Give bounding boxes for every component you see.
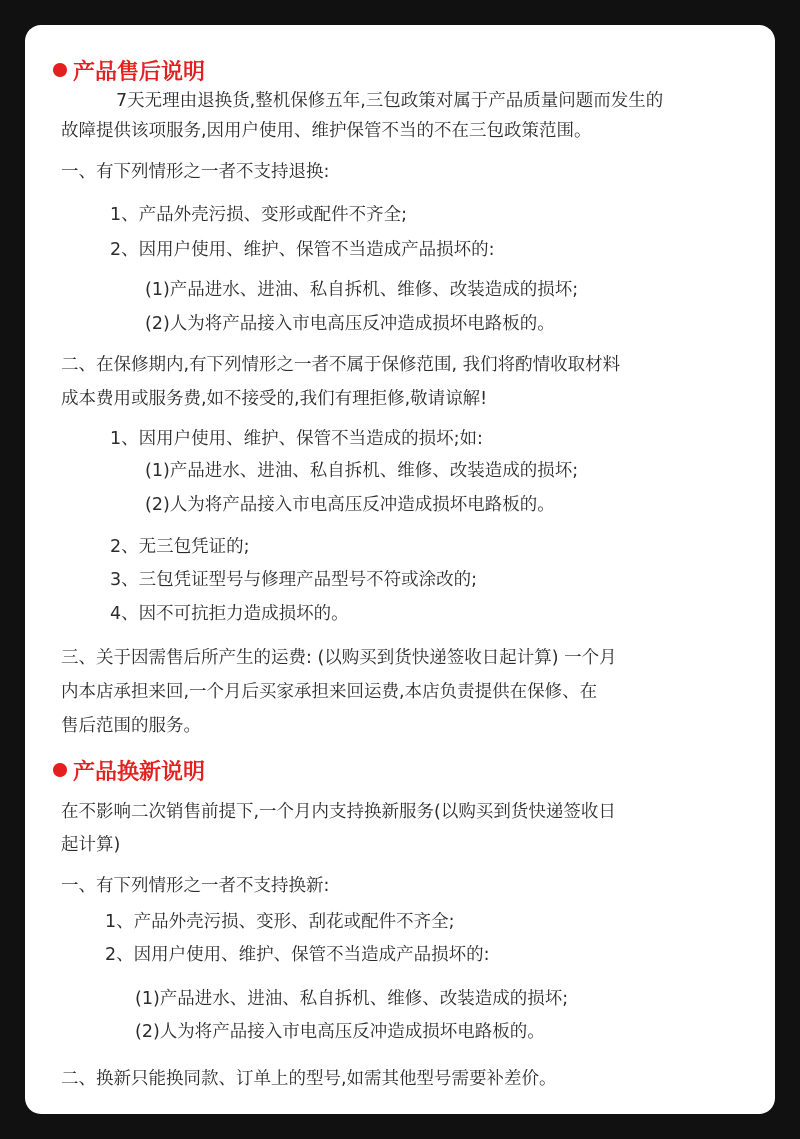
warranty-item-3: 3、三包凭证型号与修理产品型号不符或涂改的; <box>110 570 478 590</box>
warranty-heading-line-1: 二、在保修期内,有下列情形之一者不属于保修范围, 我们将酌情收取材料 <box>61 355 621 375</box>
no-return-sub-1: (1)产品进水、进油、私自拆机、维修、改装造成的损坏; <box>145 280 579 300</box>
warranty-item-4: 4、因不可抗拒力造成损坏的。 <box>110 604 349 624</box>
red-bullet-icon <box>53 763 67 777</box>
warranty-heading-line-2: 成本费用或服务费,如不接受的,我们有理拒修,敬请谅解! <box>61 389 488 409</box>
exchange-title <box>53 753 205 787</box>
exchange-model-note: 二、换新只能换同款、订单上的型号,如需其他型号需要补差价。 <box>61 1069 557 1089</box>
after-sales-intro-line-2: 故障提供该项服务,因用户使用、维护保管不当的不在三包政策范围。 <box>61 121 592 141</box>
policy-card <box>25 25 775 1114</box>
shipping-line-2: 内本店承担来回,一个月后买家承担来回运费,本店负责提供在保修、在 <box>61 682 598 702</box>
no-return-heading: 一、有下列情形之一者不支持退换: <box>61 162 330 182</box>
warranty-sub-1: (1)产品进水、进油、私自拆机、维修、改装造成的损坏; <box>145 461 579 481</box>
after-sales-intro-line-1: 7天无理由退换货,整机保修五年,三包政策对属于产品质量问题而发生的 <box>116 91 664 111</box>
red-bullet-icon <box>53 63 67 77</box>
no-return-item-1: 1、产品外壳污损、变形或配件不齐全; <box>110 205 408 225</box>
exchange-intro-line-2: 起计算) <box>61 835 121 855</box>
exchange-title-text: 产品换新说明 <box>73 759 206 785</box>
no-exchange-sub-2: (2)人为将产品接入市电高压反冲造成损坏电路板的。 <box>135 1022 545 1042</box>
no-return-item-2: 2、因用户使用、维护、保管不当造成产品损坏的: <box>110 240 495 260</box>
warranty-item-1: 1、因用户使用、维护、保管不当造成的损坏;如: <box>110 429 483 449</box>
no-return-sub-2: (2)人为将产品接入市电高压反冲造成损坏电路板的。 <box>145 314 555 334</box>
after-sales-title <box>53 53 205 87</box>
exchange-intro-line-1: 在不影响二次销售前提下,一个月内支持换新服务(以购买到货快递签收日 <box>61 802 616 822</box>
shipping-line-1: 三、关于因需售后所产生的运费: (以购买到货快递签收日起计算) 一个月 <box>61 648 617 668</box>
warranty-sub-2: (2)人为将产品接入市电高压反冲造成损坏电路板的。 <box>145 495 555 515</box>
no-exchange-item-2: 2、因用户使用、维护、保管不当造成产品损坏的: <box>105 945 490 965</box>
warranty-item-2: 2、无三包凭证的; <box>110 537 250 557</box>
after-sales-title-text: 产品售后说明 <box>73 59 206 85</box>
no-exchange-item-1: 1、产品外壳污损、变形、刮花或配件不齐全; <box>105 912 455 932</box>
no-exchange-heading: 一、有下列情形之一者不支持换新: <box>61 876 330 896</box>
shipping-line-3: 售后范围的服务。 <box>61 716 201 736</box>
no-exchange-sub-1: (1)产品进水、进油、私自拆机、维修、改装造成的损坏; <box>135 989 569 1009</box>
